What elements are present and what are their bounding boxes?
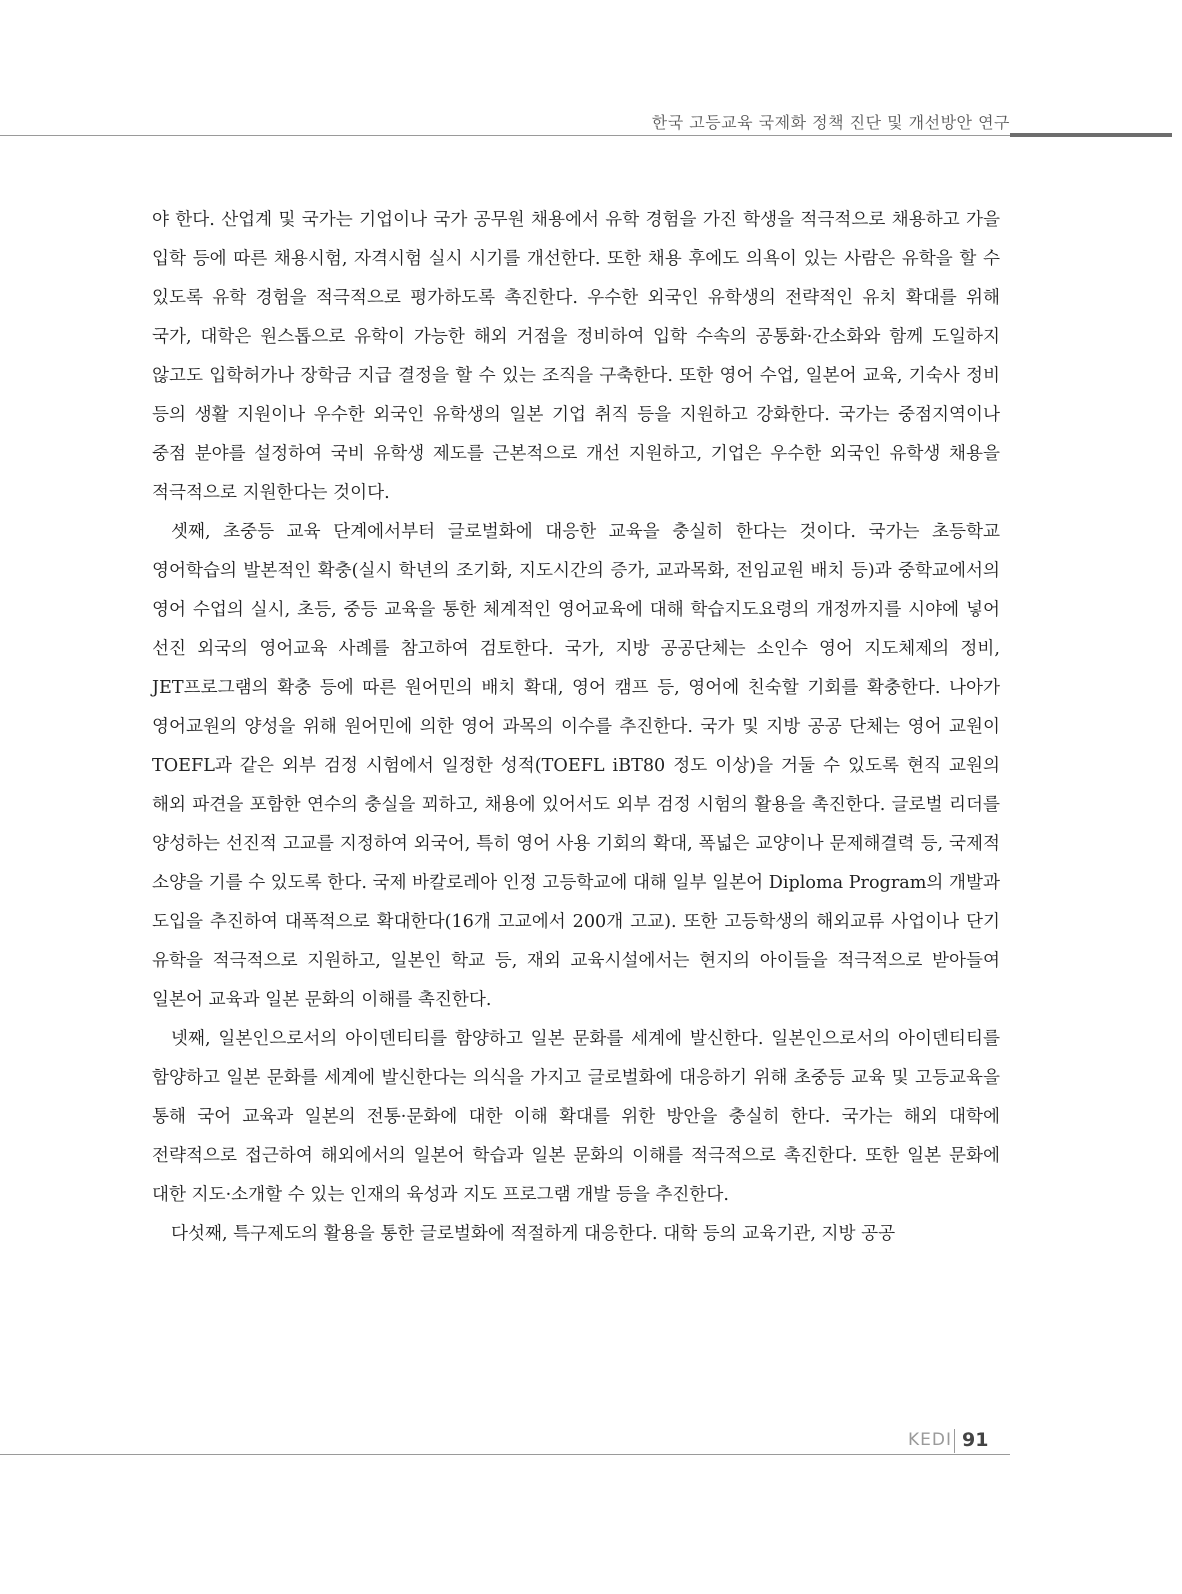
paragraph-third: 셋째, 초중등 교육 단계에서부터 글로벌화에 대응한 교육을 충실히 한다는 것이다. 국가는 초등학교 영어학습의 발본적인 확충(실시 학년의 조기화, 지도시간의 증가, 교과목화, 전임교원 배치 등)과 중학교에서의 영어 수업의 실시, 초등, 중등 교육을 통한 체계적인 영어교육에 대해 학습지도요령의 개정까지를 시야에 넣어 선진 외국의 영어교육 사례를 참고하여 검토한다. 국가, 지방 공공단체는 소인수 영어 지도체제의 정비, JET프로그램의 확충 등에 따른 원어민의 배치 확대, 영어 캠프 등, 영어에 친숙할 기회를 확충한다. 나아가 영어교원의 양성을 위해 원어민에 의한 영어 과목의 이수를 추진한다. 국가 및 지방 공공 단체는 영어 교원이 TOEFL과 같은 외부 검정 시험에서 일정한 성적(TOEFL iBT80 정도 이상)을 거둘 수 있도록 현직 교원의 해외 파견을 포함한 연수의 충실을 꾀하고, 채용에 있어서도 외부 검정 시험의 활용을 촉진한다. 글로벌 리더를 양성하는 선진적 고교를 지정하여 외국어, 특히 영어 사용 기회의 확대, 폭넓은 교양이나 문제해결력 등, 국제적 소양을 기를 수 있도록 한다. 국제 바칼로레아 인정 고등학교에 대해 일부 일본어 Diploma Program의 개발과 도입을 추진하여 대폭적으로 확대한다(16개 고교에서 200개 고교). 또한 고등학생의 해외교류 사업이나 단기 유학을 적극적으로 지원하고, 일본인 학교 등, 재외 교육시설에서는 현지의 아이들을 적극적으로 받아들여 일본어 교육과 일본 문화의 이해를 촉진한다.: [152, 522, 1000, 1010]
header-rule: [0, 135, 1010, 136]
paragraph-continuation: 야 한다. 산업계 및 국가는 기업이나 국가 공무원 채용에서 유학 경험을 가진 학생을 적극적으로 채용하고 가을 입학 등에 따른 채용시험, 자격시험 실시 시기를 개선한다. 또한 채용 후에도 의욕이 있는 사람은 유학을 할 수 있도록 유학 경험을 적극적으로 평가하도록 촉진한다. 우수한 외국인 유학생의 전략적인 유치 확대를 위해 국가, 대학은 원스톱으로 유학이 가능한 해외 거점을 정비하여 입학 수속의 공통화·간소화와 함께 도일하지 않고도 입학허가나 장학금 지급 결정을 할 수 있는 조직을 구축한다. 또한 영어 수업, 일본어 교육, 기숙사 정비 등의 생활 지원이나 우수한 외국인 유학생의 일본 기업 취직 등을 지원하고 강화한다. 국가는 중점지역이나 중점 분야를 설정하여 국비 유학생 제도를 근본적으로 개선 지원하고, 기업은 우수한 외국인 유학생 채용을 적극적으로 지원한다는 것이다.: [152, 210, 1000, 503]
paragraph-fifth: 다섯째, 특구제도의 활용을 통한 글로벌화에 적절하게 대응한다. 대학 등의 교육기관, 지방 공공: [171, 1224, 896, 1244]
running-header: 한국 고등교육 국제화 정책 진단 및 개선방안 연구: [651, 113, 1010, 132]
page-footer: [0, 1427, 1182, 1467]
body-text: [152, 201, 1000, 1254]
paragraph-fourth: 넷째, 일본인으로서의 아이덴티티를 함양하고 일본 문화를 세계에 발신한다. 일본인으로서의 아이덴티티를 함양하고 일본 문화를 세계에 발신한다는 의식을 가지고 글로벌화에 대응하기 위해 초중등 교육 및 고등교육을 통해 국어 교육과 일본의 전통·문화에 대한 이해 확대를 위한 방안을 충실히 한다. 국가는 해외 대학에 전략적으로 접근하여 해외에서의 일본어 학습과 일본 문화의 이해를 적극적으로 촉진한다. 또한 일본 문화에 대한 지도·소개할 수 있는 인재의 육성과 지도 프로그램 개발 등을 추진한다.: [152, 1029, 1000, 1205]
footer-brand: KEDI: [908, 1430, 952, 1450]
footer-divider: [954, 1429, 955, 1453]
page-number: 91: [962, 1429, 989, 1451]
header-accent-bar: [1010, 133, 1172, 137]
footer-rule: [0, 1454, 1010, 1455]
